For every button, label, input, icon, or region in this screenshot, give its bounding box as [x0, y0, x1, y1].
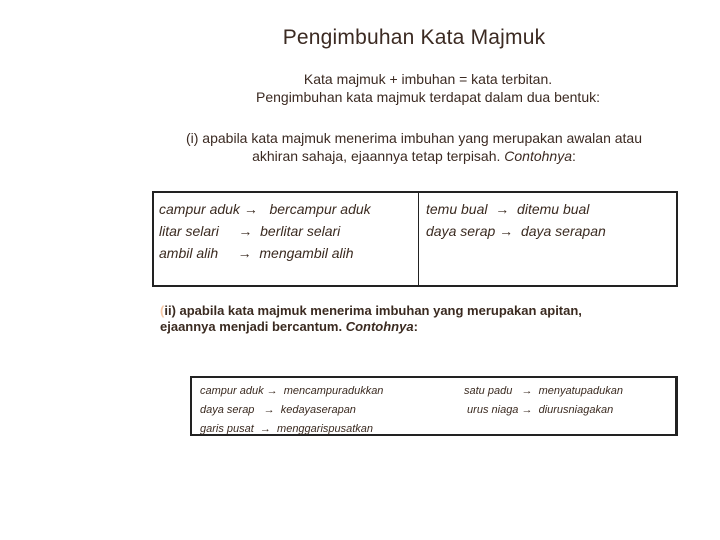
- rule-1-colon: :: [572, 148, 576, 164]
- page-title: Pengimbuhan Kata Majmuk: [282, 26, 546, 49]
- rule-2-line-1: [160, 303, 660, 319]
- example-item: litar selari → berlitar selari: [159, 223, 341, 239]
- example-box-1-right-column: [426, 198, 674, 242]
- rule-2-line-1-text: ii) apabila kata majmuk menerima imbuhan yang merupakan apitan,: [164, 303, 582, 318]
- example-box-1-left-column: [159, 198, 415, 264]
- rule-2-line-2: [160, 319, 660, 335]
- example-item: urus niaga → diurusniagakan: [464, 404, 614, 416]
- rule-2-marker: (: [160, 303, 165, 318]
- rule-2-colon: :: [413, 319, 418, 334]
- example-item: daya serap → daya serapan: [426, 223, 606, 239]
- example-box-1-divider: [418, 193, 419, 285]
- example-box-2-left-column: [200, 382, 450, 439]
- rule-1-line-1: (i) apabila kata majmuk menerima imbuhan yang merupakan awalan atau: [185, 130, 643, 146]
- rule-2-example-label: Contohnya: [345, 319, 414, 334]
- intro-text: [0, 70, 720, 106]
- example-item: satu padu → menyatupadukan: [464, 385, 623, 397]
- rule-2-line-2-text: ejaannya menjadi bercantum.: [160, 319, 343, 334]
- example-item: campur aduk → bercampur aduk: [159, 201, 371, 217]
- example-item: garis pusat → menggarispusatkan: [200, 423, 374, 435]
- rule-1-text: [160, 129, 668, 165]
- intro-line-1: Kata majmuk + imbuhan = kata terbitan.: [303, 71, 553, 87]
- rule-2-text: [160, 303, 660, 335]
- example-item: ambil alih → mengambil alih: [159, 245, 354, 261]
- rule-1-line-2-text: akhiran sahaja, ejaannya tetap terpisah.: [252, 148, 501, 164]
- example-box-2: [190, 376, 678, 436]
- example-item: campur aduk → mencampuradukkan: [200, 385, 384, 397]
- example-box-1: [152, 191, 678, 287]
- example-item: daya serap → kedayaserapan: [200, 404, 356, 416]
- rule-1-example-label: Contohnya: [504, 148, 572, 164]
- example-box-2-right-column: [464, 382, 674, 420]
- rule-1-line-2: [160, 147, 668, 165]
- intro-line-2: Pengimbuhan kata majmuk terdapat dalam dua bentuk:: [256, 89, 600, 105]
- example-item: temu bual → ditemu bual: [426, 201, 590, 217]
